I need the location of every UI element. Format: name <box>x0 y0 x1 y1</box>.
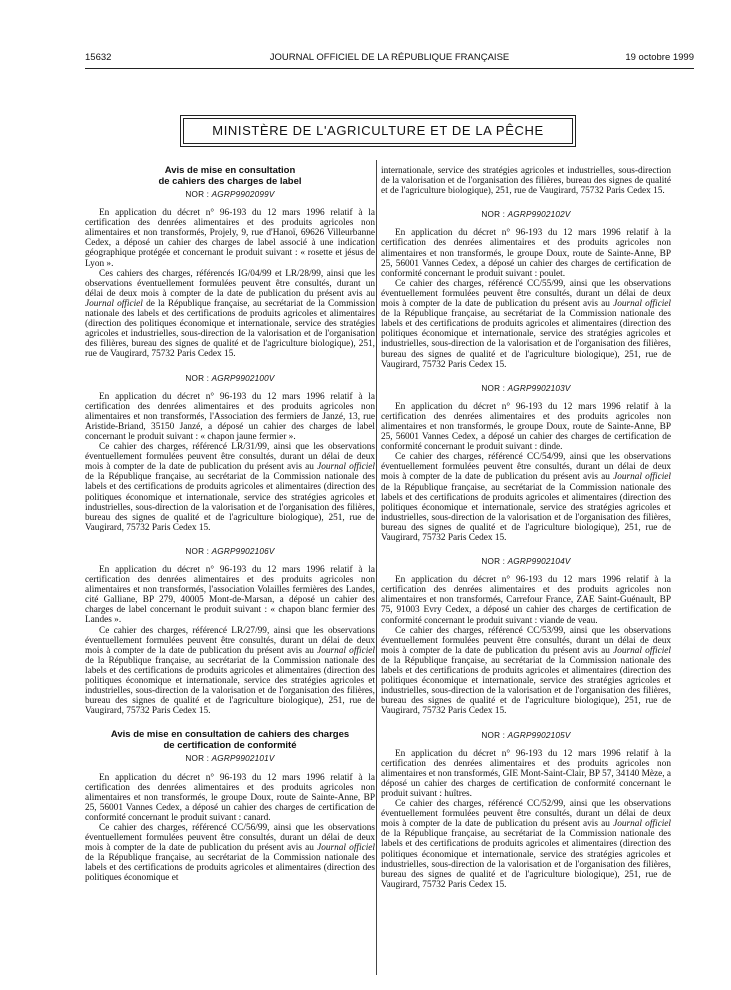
paragraph-text: Ce cahier des charges, référencé CC/55/99, ainsi que les observations éventuellement formulées peuvent être consultés, durant un délai de deux mois à compter de la date de publication du présent avis au <box>381 278 671 310</box>
nor-code: AGRP9902101V <box>211 754 275 764</box>
notice-paragraph <box>381 279 671 370</box>
paragraph-text: de la République française, au secrétariat de la Commission nationale des labels et des certifications de produits agricoles et alimentaires (direction des politiques économique et internationale, service des stratégies agricoles et industrielles, sous-direction de la valorisation et de l'organisation des filières, bureau des signes de qualité et de l'agriculture biologique), 251, rue de Vaugirard, 75732 Paris Cedex 15. <box>85 472 375 533</box>
column-divider <box>376 160 377 975</box>
paragraph-text: de la République française, au secrétariat de la Commission nationale des labels et des certifications de produits agricoles et alimentaires (direction des politiques économique et internationale, service des stratégies agricoles et industrielles, sous-direction de la valorisation et de l'organisation des filières, bureau des signes de qualité et de l'agriculture biologique), 251, rue de Vaugirard, 75732 Paris Cedex 15. <box>381 482 671 543</box>
nor-reference <box>381 384 671 394</box>
nor-code: AGRP9902102V <box>507 210 571 220</box>
journal-reference: Journal officiel <box>317 843 375 854</box>
nor-code: AGRP9902105V <box>507 730 571 740</box>
nor-label: NOR : <box>185 190 210 199</box>
notice-paragraph <box>381 452 671 543</box>
notice-paragraph: En application du décret n° 96-193 du 12 mars 1996 relatif à la certification des denrées alimentaires et des produits agricoles non alimentaires et non transformés, le groupe Doux, route de Sainte-Anne, BP 25, 56001 Vannes Cedex, a déposé un cahier des charges de certification de conformité concernant le produit suivant : poulet. <box>381 228 671 279</box>
notice-paragraph: En application du décret n° 96-193 du 12 mars 1996 relatif à la certification des denrées alimentaires et des produits agricoles non alimentaires et non transformés, l'Association des fermiers de Janzé, 13, rue Aristide-Briand, 35150 Janzé, a déposé un cahier des charges de label concernant le produit suivant : « chapon jaune fermier ». <box>85 391 375 442</box>
journal-reference: Journal officiel <box>613 299 671 310</box>
paragraph-text: de la République française, au secrétariat de la Commission nationale des labels et des certifications de produits agricoles et alimentaires (direction des politiques économique et internationale, service des stratégies agricoles et industrielles, sous-direction de la valorisation et de l'organisation des filières, bureau des signes de qualité et de l'agriculture biologique), 251, rue de Vaugirard, 75732 Paris Cedex 15. <box>381 309 671 370</box>
nor-label: NOR : <box>185 373 210 383</box>
nor-reference <box>85 754 375 764</box>
ministry-heading: MINISTÈRE DE L'AGRICULTURE ET DE LA PÊCHE <box>183 118 573 144</box>
notice-section <box>381 731 671 890</box>
nor-label: NOR : <box>481 730 506 740</box>
paragraph-text: Ce cahier des charges, référencé CC/54/99, ainsi que les observations éventuellement formulées peuvent être consultés, durant un délai de deux mois à compter de la date de publication du présent avis au <box>381 452 671 483</box>
notice-section <box>381 557 671 716</box>
notice-paragraph <box>85 823 375 884</box>
left-column <box>85 166 375 898</box>
nor-label: NOR : <box>481 557 506 567</box>
running-head <box>85 52 694 66</box>
paragraph-text: Ce cahier des charges, référencé CC/52/99, ainsi que les observations éventuellement formulées peuvent être consultés, durant un délai de deux mois à compter de la date de publication du présent avis au <box>381 799 671 830</box>
notice-paragraph <box>85 269 375 360</box>
nor-code: AGRP9902099V <box>211 190 275 199</box>
notice-paragraph: En application du décret n° 96-193 du 12 mars 1996 relatif à la certification des denrées alimentaires et des produits agricoles non alimentaires et non transformés, Projely, 9, rue d'Hanoï, 69626 Villeurbanne Cedex, a déposé un cahier des charges de label associé à une indication géographique protégée et concernant le produit suivant : « rosette et jésus de Lyon ». <box>85 208 375 269</box>
notice-paragraph: En application du décret n° 96-193 du 12 mars 1996 relatif à la certification des denrées alimentaires et des produits agricoles non alimentaires et non transformés, le groupe Doux, route de Sainte-Anne, BP 25, 56001 Vannes Cedex, a déposé un cahier des charges de certification de conformité concernant le produit suivant : canard. <box>85 772 375 823</box>
paragraph-text: de la République française, au secrétariat de la Commission nationale des labels et des certifications de produits agricoles et alimentaires (direction des politiques économique et internationale, service des stratégies agricoles et industrielles, sous-direction de la valorisation et de l'organisation des filières, bureau des signes de qualité et de l'agriculture biologique), 251, rue de Vaugirard, 75732 Paris Cedex 15. <box>85 298 375 360</box>
notice-section <box>381 210 671 369</box>
notice-paragraph: En application du décret n° 96-193 du 12 mars 1996 relatif à la certification des denrées alimentaires et des produits agricoles non alimentaires et non transformés, l'association Volailles fermières des Landes, cité Galliane, BP 279, 40005 Mont-de-Marsan, a déposé un cahier des charges de label concernant le produit suivant : « chapon blanc fermier des Landes ». <box>85 565 375 626</box>
notice-paragraph-continued: internationale, service des stratégies agricoles et industrielles, sous-direction de la valorisation et de l'organisation des filières, bureau des signes de qualité et de l'agriculture biologique), 251, rue de Vaugirard, 75732 Paris Cedex 15. <box>381 166 671 197</box>
paragraph-text: de la République française, au secrétariat de la Commission nationale des labels et des certifications de produits agricoles et alimentaires (direction des politiques économique et internationale, service des stratégies agricoles et industrielles, sous-direction de la valorisation et de l'organisation des filières, bureau des signes de qualité et de l'agriculture biologique), 251, rue de Vaugirard, 75732 Paris Cedex 15. <box>85 655 375 717</box>
paragraph-text: de la République française, au secrétariat de la Commission nationale des labels et des certifications de produits agricoles et alimentaires (direction des politiques économique et <box>85 853 375 884</box>
nor-reference <box>381 731 671 741</box>
notice-paragraph <box>381 626 671 717</box>
paragraph-text: Ces cahiers des charges, référencés IG/04/99 et LR/28/99, ainsi que les observations éventuellement formulées peuvent être consultés, durant un délai de deux mois à compter de la date de publication du présent avis au <box>85 268 375 299</box>
issue-date: 19 octobre 1999 <box>625 52 694 63</box>
paragraph-text: de la République française, au secrétariat de la Commission nationale des labels et des certifications de produits agricoles et alimentaires (direction des politiques économique et internationale, service des stratégies agricoles et industrielles, sous-direction de la valorisation et de l'organisation des filières, bureau des signes de qualité et de l'agriculture biologique), 251, rue de Vaugirard, 75732 Paris Cedex 15. <box>381 655 671 717</box>
header-rule <box>85 68 694 69</box>
nor-reference <box>85 374 375 384</box>
nor-label: NOR : <box>185 546 210 556</box>
nor-reference <box>85 190 375 200</box>
nor-label: NOR : <box>185 754 210 764</box>
nor-code: AGRP9902100V <box>211 373 275 383</box>
journal-reference: Journal officiel <box>85 298 143 309</box>
notice-title-line: de certification de conformité <box>163 739 297 751</box>
journal-reference: Journal officiel <box>317 462 375 473</box>
notice-paragraph: En application du décret n° 96-193 du 12 mars 1996 relatif à la certification des denrées alimentaires et des produits agricoles non alimentaires et non transformés, Carrefour France, ZAE Saint-Guénault, BP 75, 91003 Evry Cedex, a déposé un cahier des charges de certification de conformité concernant le produit suivant : viande de veau. <box>381 575 671 626</box>
notice-section <box>85 730 375 883</box>
notice-section <box>85 374 375 533</box>
journal-reference: Journal officiel <box>613 645 671 656</box>
notice-section <box>381 166 671 196</box>
notice-section <box>85 166 375 360</box>
notice-title-line: de cahiers des charges de label <box>158 175 302 187</box>
notice-paragraph: En application du décret n° 96-193 du 12 mars 1996 relatif à la certification des denrées alimentaires et des produits agricoles non alimentaires et non transformés, le groupe Doux, route de Sainte-Anne, BP 25, 56001 Vannes Cedex, a déposé un cahier des charges de certification de conformité concernant le produit suivant : dinde. <box>381 401 671 453</box>
notice-paragraph <box>85 626 375 717</box>
paragraph-text: Ce cahier des charges, référencé LR/31/99, ainsi que les observations éventuellement formulées peuvent être consultés, durant un délai de deux mois à compter de la date de publication du présent avis au <box>85 442 375 473</box>
nor-label: NOR : <box>481 383 506 393</box>
nor-code: AGRP9902104V <box>507 557 571 567</box>
notice-paragraph <box>85 442 375 533</box>
notice-section <box>381 384 671 543</box>
paragraph-text: de la République française, au secrétariat de la Commission nationale des labels et des certifications de produits agricoles et alimentaires (direction des politiques économique et internationale, service des stratégies agricoles et industrielles, sous-direction de la valorisation et de l'organisation des filières, bureau des signes de qualité et de l'agriculture biologique), 251, rue de Vaugirard, 75732 Paris Cedex 15. <box>381 829 671 890</box>
nor-label: NOR : <box>481 210 506 220</box>
journal-reference: Journal officiel <box>613 472 671 483</box>
right-column <box>381 166 671 904</box>
nor-reference <box>381 557 671 567</box>
notice-title-line: Avis de mise en consultation de cahiers des charges <box>110 729 350 741</box>
page-number: 15632 <box>85 52 112 63</box>
notice-paragraph <box>381 799 671 890</box>
nor-code: AGRP9902106V <box>211 546 275 556</box>
paragraph-text: Ce cahier des charges, référencé LR/27/99, ainsi que les observations éventuellement formulées peuvent être consultés, durant un délai de deux mois à compter de la date de publication du présent avis au <box>85 625 375 656</box>
nor-reference <box>85 547 375 557</box>
paragraph-text: Ce cahier des charges, référencé CC/53/99, ainsi que les observations éventuellement formulées peuvent être consultés, durant un délai de deux mois à compter de la date de publication du présent avis au <box>381 625 671 656</box>
notice-paragraph: En application du décret n° 96-193 du 12 mars 1996 relatif à la certification des denrées alimentaires et des produits agricoles non alimentaires et non transformés, GIE Mont-Saint-Clair, BP 57, 34140 Mèze, a déposé un cahier des charges de certification de conformité concernant le produit suivant : huîtres. <box>381 748 672 799</box>
journal-title: JOURNAL OFFICIEL DE LA RÉPUBLIQUE FRANÇAISE <box>269 52 510 63</box>
nor-code: AGRP9902103V <box>507 383 571 393</box>
paragraph-text: Ce cahier des charges, référencé CC/56/99, ainsi que les observations éventuellement formulées peuvent être consultés, durant un délai de deux mois à compter de la date de publication du présent avis au <box>85 822 375 854</box>
nor-reference <box>381 210 671 220</box>
notice-title <box>85 166 375 187</box>
notice-section <box>85 547 375 717</box>
journal-reference: Journal officiel <box>317 645 375 656</box>
notice-title-line: Avis de mise en consultation <box>164 165 296 176</box>
notice-title <box>85 730 375 751</box>
journal-reference: Journal officiel <box>613 819 671 830</box>
